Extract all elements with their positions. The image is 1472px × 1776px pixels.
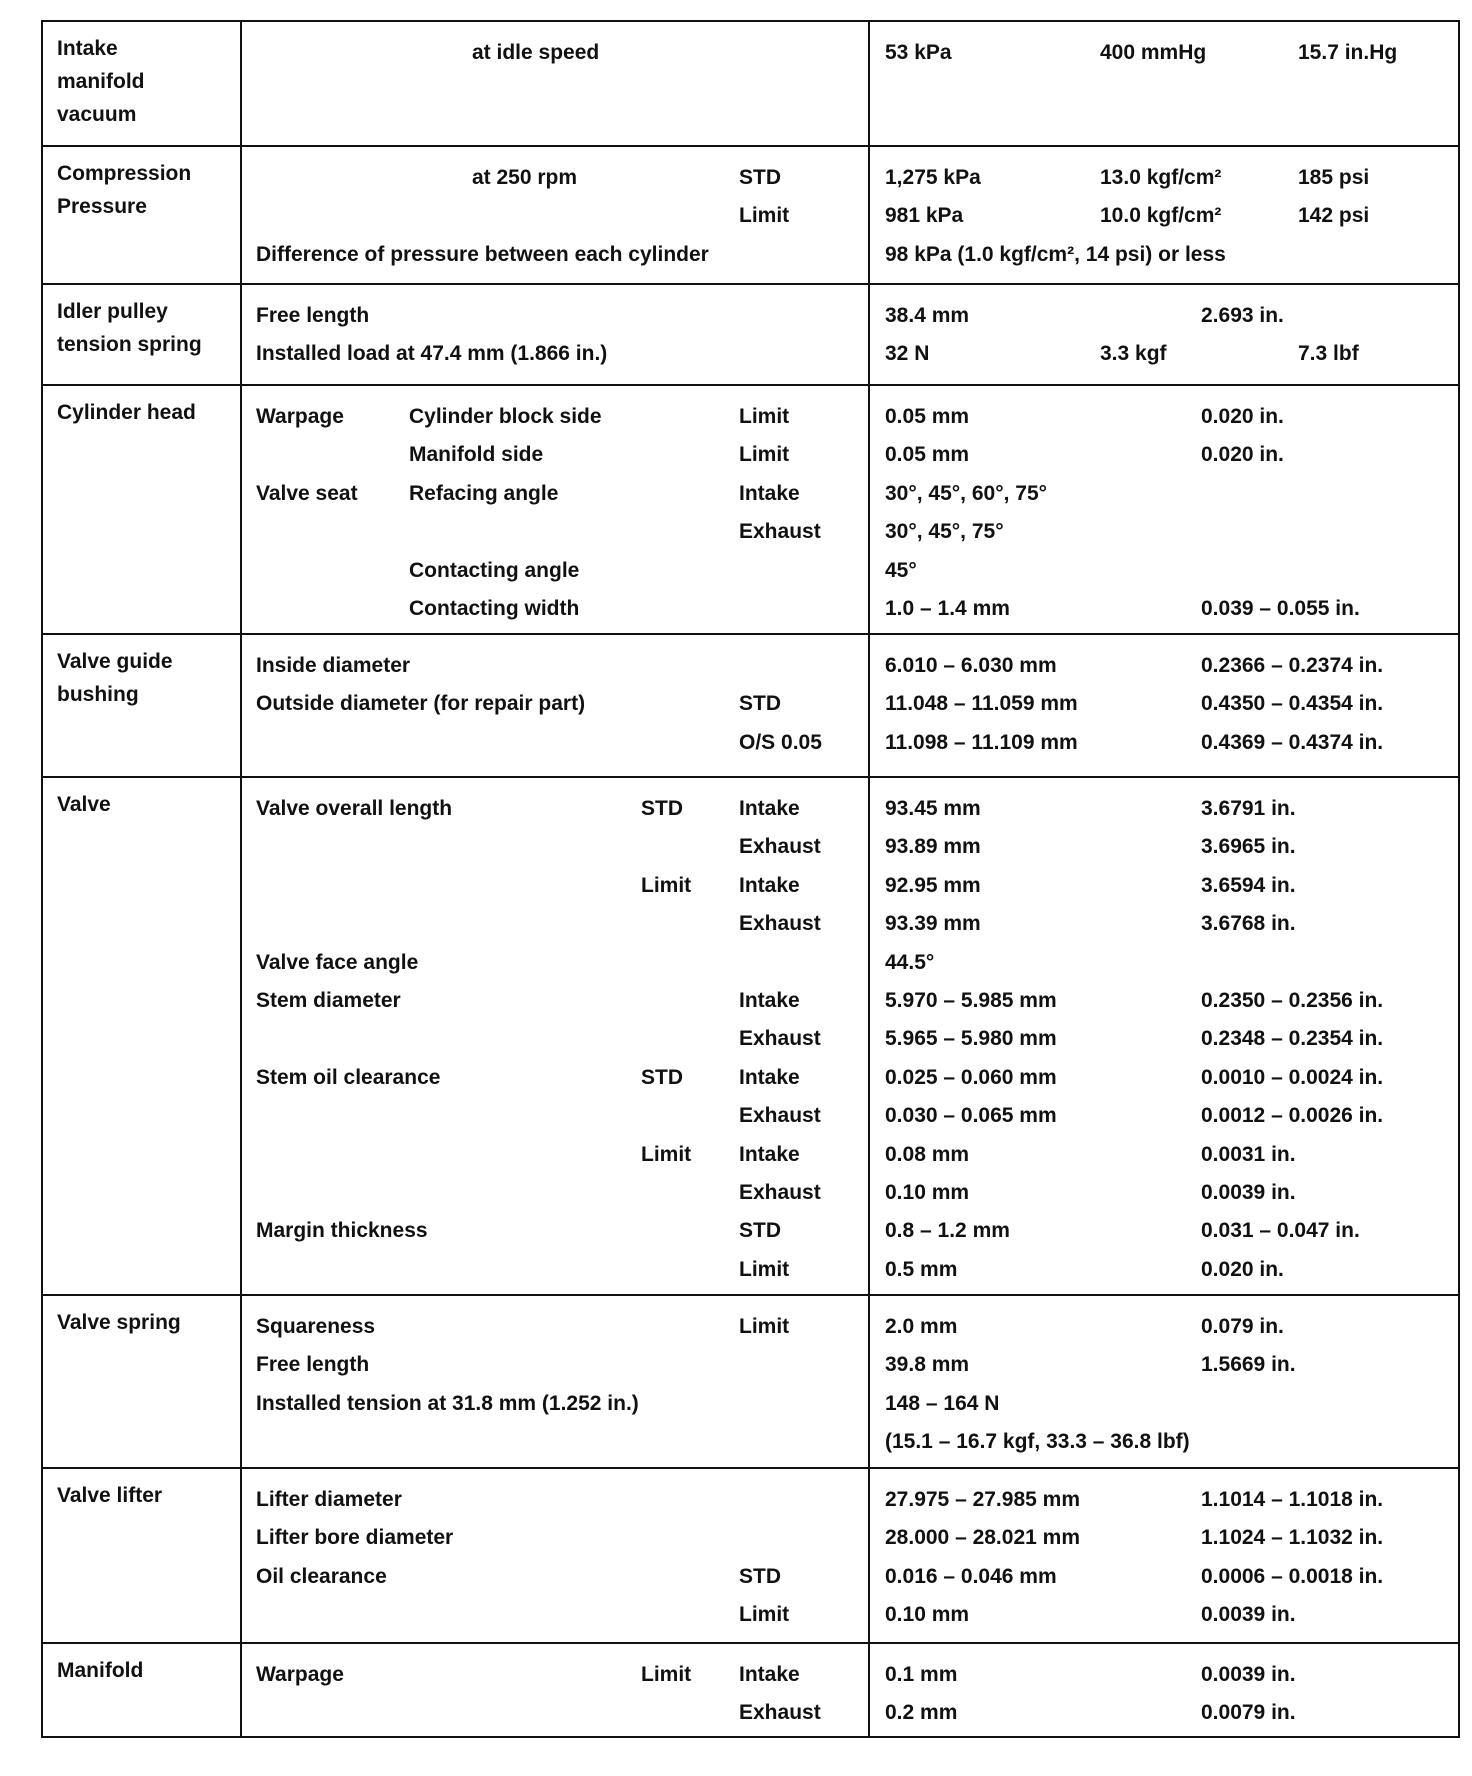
spec-value: 0.039 – 0.055 in. bbox=[1201, 597, 1360, 620]
table-row bbox=[43, 1296, 1458, 1469]
spec-value: 3.6965 in. bbox=[1201, 835, 1296, 859]
spec-value: 45° bbox=[885, 558, 917, 582]
spec-line bbox=[43, 790, 1458, 828]
row-label: Intake manifold vacuum bbox=[57, 37, 145, 126]
spec-value: 53 kPa bbox=[885, 41, 952, 64]
spec-item: Limit bbox=[641, 873, 692, 897]
spec-item: Stem oil clearance bbox=[256, 1065, 441, 1089]
spec-value: 1.1024 – 1.1032 in. bbox=[1201, 1526, 1384, 1550]
spec-item: Exhaust bbox=[739, 912, 821, 936]
spec-value: 0.025 – 0.060 mm bbox=[885, 1065, 1057, 1089]
spec-line bbox=[43, 1694, 1458, 1732]
spec-item: Exhaust bbox=[739, 835, 821, 859]
spec-line bbox=[43, 34, 1458, 72]
spec-item: Limit bbox=[739, 443, 790, 467]
row-label: Compression Pressure bbox=[57, 162, 192, 218]
row-label: Idler pulley tension spring bbox=[57, 300, 202, 356]
table-row bbox=[43, 22, 1458, 147]
spec-item: STD bbox=[641, 797, 683, 820]
table-row bbox=[43, 147, 1458, 285]
spec-line bbox=[43, 905, 1458, 943]
spec-line bbox=[43, 1308, 1458, 1346]
spec-line bbox=[43, 1656, 1458, 1694]
spec-line bbox=[43, 1020, 1458, 1058]
spec-value: 0.0010 – 0.0024 in. bbox=[1201, 1065, 1384, 1089]
spec-value: 0.016 – 0.046 mm bbox=[885, 1564, 1057, 1588]
spec-value: 0.0031 in. bbox=[1201, 1142, 1296, 1166]
spec-value: 0.0039 in. bbox=[1201, 1663, 1296, 1686]
spec-value: 0.10 mm bbox=[885, 1603, 970, 1627]
spec-item: Oil clearance bbox=[256, 1564, 387, 1588]
row-label: Valve lifter bbox=[57, 1484, 163, 1507]
spec-line bbox=[43, 1212, 1458, 1250]
spec-value: 0.8 – 1.2 mm bbox=[885, 1219, 1010, 1243]
spec-value: 0.020 in. bbox=[1201, 443, 1284, 467]
spec-value: 1.1014 – 1.1018 in. bbox=[1201, 1488, 1384, 1511]
spec-value: 1.0 – 1.4 mm bbox=[885, 597, 1010, 620]
spec-line bbox=[43, 828, 1458, 866]
spec-line bbox=[43, 159, 1458, 197]
spec-value: 98 kPa (1.0 kgf/cm², 14 psi) or less bbox=[885, 242, 1226, 266]
spec-item: STD bbox=[739, 1564, 781, 1588]
spec-item: Margin thickness bbox=[256, 1219, 428, 1243]
spec-value: 2.0 mm bbox=[885, 1315, 958, 1338]
spec-line bbox=[43, 475, 1458, 513]
spec-value: 148 – 164 N bbox=[885, 1391, 1000, 1415]
spec-line bbox=[43, 867, 1458, 905]
spec-item: Installed tension at 31.8 mm (1.252 in.) bbox=[256, 1391, 639, 1415]
table-row bbox=[43, 778, 1458, 1296]
spec-value: 11.098 – 11.109 mm bbox=[885, 730, 1078, 754]
spec-value: 185 psi bbox=[1298, 166, 1370, 189]
spec-value: 38.4 mm bbox=[885, 304, 970, 327]
table-row bbox=[43, 1644, 1458, 1738]
spec-item: Stem diameter bbox=[256, 989, 401, 1012]
spec-value: 1,275 kPa bbox=[885, 166, 981, 189]
spec-item: Exhaust bbox=[739, 1027, 821, 1051]
spec-line bbox=[43, 552, 1458, 590]
spec-line bbox=[43, 236, 1458, 274]
spec-item: Free length bbox=[256, 304, 370, 327]
spec-value: 5.970 – 5.985 mm bbox=[885, 989, 1057, 1012]
spec-value: 3.6791 in. bbox=[1201, 797, 1296, 820]
spec-value: 981 kPa bbox=[885, 204, 964, 228]
spec-value: 0.4369 – 0.4374 in. bbox=[1201, 730, 1384, 754]
spec-item: Limit bbox=[739, 405, 790, 428]
spec-item: Intake bbox=[739, 797, 800, 820]
spec-item: Squareness bbox=[256, 1315, 376, 1338]
spec-item: Contacting width bbox=[409, 597, 580, 620]
spec-value: 0.0012 – 0.0026 in. bbox=[1201, 1104, 1384, 1128]
spec-value: 0.0039 in. bbox=[1201, 1181, 1296, 1204]
spec-value: 11.048 – 11.059 mm bbox=[885, 692, 1078, 716]
spec-item: Limit bbox=[739, 1315, 790, 1338]
spec-item: Inside diameter bbox=[256, 654, 411, 677]
spec-item: Intake bbox=[739, 481, 800, 505]
spec-item: Valve overall length bbox=[256, 797, 453, 820]
table-row bbox=[43, 1469, 1458, 1644]
spec-line bbox=[43, 513, 1458, 551]
spec-item: STD bbox=[641, 1065, 683, 1089]
spec-value: 0.5 mm bbox=[885, 1257, 958, 1281]
spec-line bbox=[43, 1596, 1458, 1634]
spec-item: Free length bbox=[256, 1353, 370, 1377]
spec-value: 2.693 in. bbox=[1201, 304, 1284, 327]
spec-line bbox=[43, 944, 1458, 982]
spec-value: 0.0079 in. bbox=[1201, 1701, 1296, 1725]
spec-line bbox=[43, 398, 1458, 436]
spec-item: at idle speed bbox=[472, 41, 600, 64]
spec-item: O/S 0.05 bbox=[739, 730, 822, 754]
spec-value: 0.05 mm bbox=[885, 405, 970, 428]
spec-line bbox=[43, 1059, 1458, 1097]
spec-item: Limit bbox=[641, 1663, 692, 1686]
row-label: Valve spring bbox=[57, 1311, 181, 1334]
spec-value: 1.5669 in. bbox=[1201, 1353, 1296, 1377]
spec-item: Lifter diameter bbox=[256, 1488, 402, 1511]
spec-value: 32 N bbox=[885, 342, 930, 366]
spec-value: 5.965 – 5.980 mm bbox=[885, 1027, 1057, 1051]
spec-line bbox=[43, 1136, 1458, 1174]
spec-value: 39.8 mm bbox=[885, 1353, 970, 1377]
spec-value: 0.030 – 0.065 mm bbox=[885, 1104, 1057, 1128]
spec-item: Manifold side bbox=[409, 443, 544, 467]
spec-item: Intake bbox=[739, 989, 800, 1012]
spec-value: 0.020 in. bbox=[1201, 1257, 1284, 1281]
spec-item: at 250 rpm bbox=[472, 166, 578, 189]
spec-line bbox=[43, 590, 1458, 628]
spec-line bbox=[43, 335, 1458, 373]
spec-value: 0.2350 – 0.2356 in. bbox=[1201, 989, 1384, 1012]
spec-value: 0.0006 – 0.0018 in. bbox=[1201, 1564, 1384, 1588]
spec-item: Cylinder block side bbox=[409, 405, 602, 428]
spec-item: Difference of pressure between each cylinder bbox=[256, 242, 709, 266]
spec-value: 0.079 in. bbox=[1201, 1315, 1284, 1338]
spec-value: 0.2 mm bbox=[885, 1701, 958, 1725]
spec-item: STD bbox=[739, 1219, 781, 1243]
spec-line bbox=[43, 1385, 1458, 1423]
spec-item: Limit bbox=[739, 1603, 790, 1627]
spec-item: Refacing angle bbox=[409, 481, 559, 505]
spec-item: Exhaust bbox=[739, 1701, 821, 1725]
spec-value: 400 mmHg bbox=[1100, 41, 1207, 64]
spec-value: 7.3 lbf bbox=[1298, 342, 1359, 366]
spec-value: 0.4350 – 0.4354 in. bbox=[1201, 692, 1384, 716]
spec-item: Intake bbox=[739, 1663, 800, 1686]
specification-table bbox=[41, 20, 1460, 1738]
spec-value: 0.1 mm bbox=[885, 1663, 958, 1686]
spec-line bbox=[43, 724, 1458, 762]
spec-value: 92.95 mm bbox=[885, 873, 981, 897]
spec-line bbox=[43, 1097, 1458, 1135]
spec-value: 93.45 mm bbox=[885, 797, 981, 820]
spec-line bbox=[43, 197, 1458, 235]
table-row bbox=[43, 386, 1458, 635]
row-label: Manifold bbox=[57, 1659, 144, 1682]
spec-item: Installed load at 47.4 mm (1.866 in.) bbox=[256, 342, 608, 366]
spec-line bbox=[43, 1558, 1458, 1596]
spec-item: STD bbox=[739, 166, 781, 189]
spec-item: Contacting angle bbox=[409, 558, 580, 582]
spec-item: Exhaust bbox=[739, 1181, 821, 1204]
spec-line bbox=[43, 297, 1458, 335]
spec-item: Warpage bbox=[256, 405, 344, 428]
spec-value: (15.1 – 16.7 kgf, 33.3 – 36.8 lbf) bbox=[885, 1430, 1190, 1454]
spec-value: 30°, 45°, 60°, 75° bbox=[885, 481, 1048, 505]
spec-value: 13.0 kgf/cm² bbox=[1100, 166, 1222, 189]
spec-item: Intake bbox=[739, 1065, 800, 1089]
spec-value: 0.2366 – 0.2374 in. bbox=[1201, 654, 1384, 677]
spec-value: 3.6768 in. bbox=[1201, 912, 1296, 936]
spec-value: 0.031 – 0.047 in. bbox=[1201, 1219, 1360, 1243]
spec-item: Limit bbox=[739, 1257, 790, 1281]
spec-value: 93.39 mm bbox=[885, 912, 981, 936]
spec-value: 10.0 kgf/cm² bbox=[1100, 204, 1222, 228]
spec-item: Outside diameter (for repair part) bbox=[256, 692, 586, 716]
spec-item: STD bbox=[739, 692, 781, 716]
spec-item: Intake bbox=[739, 873, 800, 897]
spec-value: 0.2348 – 0.2354 in. bbox=[1201, 1027, 1384, 1051]
spec-item: Exhaust bbox=[739, 1104, 821, 1128]
spec-value: 0.08 mm bbox=[885, 1142, 970, 1166]
spec-line bbox=[43, 647, 1458, 685]
spec-line bbox=[43, 1251, 1458, 1289]
row-label: Cylinder head bbox=[57, 401, 196, 424]
row-label: Valve guide bushing bbox=[57, 650, 173, 706]
spec-value: 142 psi bbox=[1298, 204, 1370, 228]
spec-value: 0.05 mm bbox=[885, 443, 970, 467]
spec-item: Limit bbox=[641, 1142, 692, 1166]
spec-item: Valve seat bbox=[256, 481, 358, 505]
spec-item: Exhaust bbox=[739, 520, 821, 544]
spec-item: Intake bbox=[739, 1142, 800, 1166]
spec-value: 15.7 in.Hg bbox=[1298, 41, 1398, 64]
spec-line bbox=[43, 982, 1458, 1020]
spec-line bbox=[43, 685, 1458, 723]
spec-line bbox=[43, 1423, 1458, 1461]
spec-value: 3.3 kgf bbox=[1100, 342, 1167, 366]
spec-item: Warpage bbox=[256, 1663, 344, 1686]
spec-value: 30°, 45°, 75° bbox=[885, 520, 1004, 544]
spec-value: 27.975 – 27.985 mm bbox=[885, 1488, 1080, 1511]
spec-value: 0.0039 in. bbox=[1201, 1603, 1296, 1627]
spec-value: 6.010 – 6.030 mm bbox=[885, 654, 1057, 677]
spec-value: 0.020 in. bbox=[1201, 405, 1284, 428]
spec-item: Limit bbox=[739, 204, 790, 228]
table-row bbox=[43, 635, 1458, 778]
spec-line bbox=[43, 436, 1458, 474]
spec-value: 44.5° bbox=[885, 950, 935, 974]
spec-value: 0.10 mm bbox=[885, 1181, 970, 1204]
spec-item: Valve face angle bbox=[256, 950, 419, 974]
spec-line bbox=[43, 1346, 1458, 1384]
spec-line bbox=[43, 1481, 1458, 1519]
spec-value: 93.89 mm bbox=[885, 835, 981, 859]
spec-value: 28.000 – 28.021 mm bbox=[885, 1526, 1080, 1550]
spec-line bbox=[43, 1519, 1458, 1557]
row-label: Valve bbox=[57, 793, 111, 816]
spec-item: Lifter bore diameter bbox=[256, 1526, 454, 1550]
table-row bbox=[43, 285, 1458, 386]
spec-line bbox=[43, 1174, 1458, 1212]
spec-value: 3.6594 in. bbox=[1201, 873, 1296, 897]
